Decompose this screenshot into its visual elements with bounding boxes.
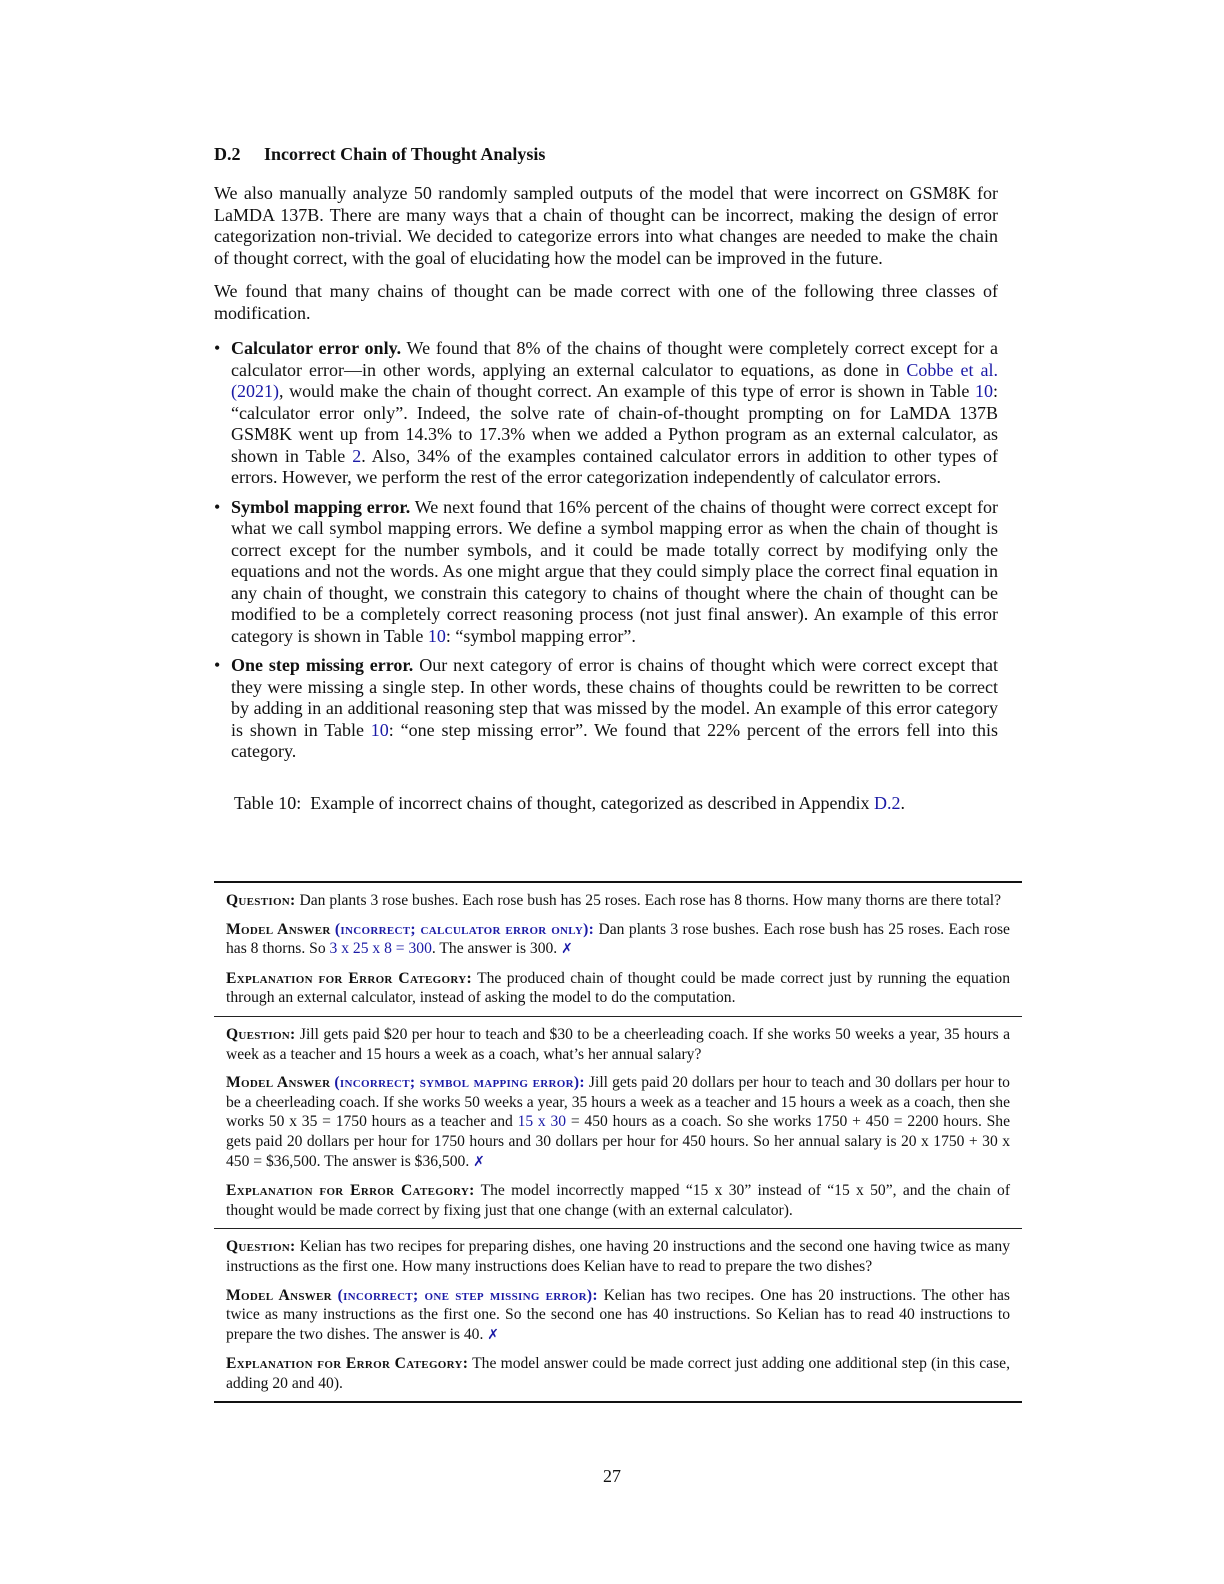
bullet-icon: • (214, 338, 221, 358)
question-cell (226, 1237, 1010, 1276)
answer-text: = 450 hours as a coach. So she works 1750 + 450 = 2200 hours. She gets paid 20 dollars per hour for 1750 hours and 30 dollars per hour for 450 hours. So her annual salary is 20 x 1750 + 30 x 450 = $36,500. The answer is $36,500. (226, 1113, 1010, 1170)
explanation-label: Explanation for Error Category: (226, 1182, 475, 1200)
table-ref-link[interactable]: 10 (370, 719, 389, 740)
highlighted-equation: 3 x 25 x 8 = 300 (329, 940, 432, 958)
page-number: 27 (603, 1466, 621, 1486)
explanation-label: Explanation for Error Category: (226, 1355, 469, 1373)
explanation-text: The model answer could be made correct just adding one additional step (in this case, adding 20 and 40). (226, 1355, 1010, 1392)
citation-link[interactable]: Cobbe et al. (2021) (231, 359, 998, 401)
answer-text: Kelian has two recipes. One has 20 instructions. The other has twice as many instructions as the first one. So the second one has 40 instructions. So Kelian has to read 40 instructions to prepare the two dishes. The answer is 40. (226, 1286, 1010, 1343)
answer-text: . The answer is 300. (431, 940, 562, 958)
table-caption (234, 793, 998, 814)
list-item (214, 655, 998, 763)
cross-icon: ✗ (473, 1153, 485, 1170)
bullet-text: : “one step missing error”. We found that 22% percent of the errors fell into this category. (231, 719, 998, 761)
table-row (214, 1229, 1022, 1403)
answer-cell (226, 1073, 1010, 1172)
model-answer-label: Model Answer (226, 1074, 331, 1092)
answer-cell (226, 920, 1010, 960)
bullet-title: Calculator error only. (231, 338, 402, 358)
answer-cell (226, 1286, 1010, 1346)
question-label: Question: (226, 1238, 296, 1256)
section-heading (214, 144, 998, 165)
paragraph-intro: We also manually analyze 50 randomly sampled outputs of the model that were incorrect on GSM8K for LaMDA 137B. There are many ways that a chain of thought can be incorrect, making the design of error categorization non-trivial. We decided to categorize errors into what changes are needed to make the chain of thought correct, with the goal of elucidating how the model can be improved in the future. (214, 183, 998, 268)
cross-icon: ✗ (561, 941, 573, 958)
table-ref-link[interactable]: 2 (352, 445, 362, 466)
bullet-text: We found that 8% of the chains of thought were completely correct except for a calculator error—in other words, applying an external calculator to equations, as done in (231, 338, 998, 380)
table-ref-link[interactable]: 10 (427, 625, 446, 646)
error-examples-table (214, 881, 1022, 1403)
explanation-cell (226, 1181, 1010, 1220)
table-ref-link[interactable]: 10 (974, 381, 993, 401)
explanation-cell (226, 969, 1010, 1008)
cross-icon: ✗ (487, 1326, 500, 1343)
bullet-title: Symbol mapping error. (231, 496, 411, 517)
caption-suffix: . (900, 792, 906, 813)
explanation-text: The produced chain of thought could be made correct just by running the equation through an external calculator, instead of asking the model to do the computation. (226, 969, 1010, 1007)
question-label: Question: (226, 1025, 296, 1043)
answer-text: Jill gets paid 20 dollars per hour to teach and 30 dollars per hour to be a cheerleading coach. If she works 50 weeks a year, 35 hours a week as a teacher and 15 hours a week as a coach, then she works 50 x 35 = 1750 hours as a teacher and (226, 1074, 1010, 1131)
explanation-text: The model incorrectly mapped “15 x 30” instead of “15 x 50”, and the chain of thought would be made correct by fixing just that one change (with an external calculator). (226, 1182, 1011, 1219)
bullet-text: We next found that 16% percent of the chains of thought were correct except for what we call symbol mapping errors. We define a symbol mapping error as when the chain of thought is correct except for the number symbols, and it could be made totally correct by modifying only the equations and not the words. As one might argue that they could simply place the correct final equation in any chain of thought, we constrain this category to chains of thought where the chain of thought can be modified to be a completely correct reasoning process (not just final answer). An example of this error category is shown in Table (231, 496, 998, 646)
appendix-ref-link[interactable]: D.2 (874, 792, 901, 813)
error-tag: (incorrect; one step missing error): (337, 1286, 598, 1304)
table-row (214, 1017, 1022, 1229)
error-tag: (incorrect; calculator error only): (334, 920, 595, 938)
caption-prefix: Table 10: (234, 792, 302, 813)
bullet-title: One step missing error. (231, 655, 414, 675)
bullet-text: , would make the chain of thought correct. An example of this type of error is shown in Table (279, 381, 975, 401)
explanation-label: Explanation for Error Category: (226, 969, 472, 987)
explanation-cell (226, 1354, 1010, 1393)
question-text: Dan plants 3 rose bushes. Each rose bush has 25 roses. Each rose has 8 thorns. How many thorns are there total? (295, 892, 1001, 909)
model-answer-label: Model Answer (226, 920, 331, 938)
highlighted-equation: 15 x 30 (517, 1113, 567, 1131)
error-tag: (incorrect; symbol mapping error): (334, 1074, 585, 1092)
answer-text: Dan plants 3 rose bushes. Each rose bush has 25 roses. Each rose has 8 thorns. So (226, 920, 1010, 958)
bullet-icon: • (214, 655, 221, 675)
page-body (214, 140, 998, 832)
bullet-text: : “calculator error only”. Indeed, the solve rate of chain-of-thought prompting on for LaMDA 137B GSM8K went up from 14.3% to 17.3% when we added a Python program as an external calculator, as shown in Table (231, 381, 998, 466)
error-class-list (214, 338, 998, 763)
paragraph-classes: We found that many chains of thought can be made correct with one of the following three classes of modification. (214, 281, 998, 323)
model-answer-label: Model Answer (226, 1286, 332, 1304)
bullet-text: . Also, 34% of the examples contained calculator errors in addition to other types of errors. However, we perform the rest of the error categorization independently of calculator errors. (231, 445, 998, 487)
bullet-icon: • (214, 496, 221, 517)
question-label: Question: (226, 892, 296, 909)
question-cell (226, 891, 1010, 911)
question-text: Kelian has two recipes for preparing dishes, one having 20 instructions and the second one having twice as many instructions as the first one. How many instructions does Kelian have to read to prepare the two dishes? (226, 1238, 1010, 1275)
section-number: D.2 (214, 144, 241, 164)
caption-text: Example of incorrect chains of thought, categorized as described in Appendix (301, 792, 875, 813)
table-row (214, 881, 1022, 1017)
section-title: Incorrect Chain of Thought Analysis (264, 144, 546, 164)
bullet-text: Our next category of error is chains of thought which were correct except that they were missing a single step. In other words, these chains of thoughts could be rewritten to be correct by adding in an additional reasoning step that was missed by the model. An example of this error category is shown in Table (231, 655, 999, 740)
bullet-text: : “symbol mapping error”. (445, 625, 636, 646)
question-text: Jill gets paid $20 per hour to teach and $30 to be a cheerleading coach. If she works 50 weeks a year, 35 hours a week as a teacher and 15 hours a week as a coach, what’s her annual salary? (226, 1025, 1010, 1063)
list-item (214, 497, 998, 648)
list-item (214, 338, 998, 489)
question-cell (226, 1025, 1010, 1064)
